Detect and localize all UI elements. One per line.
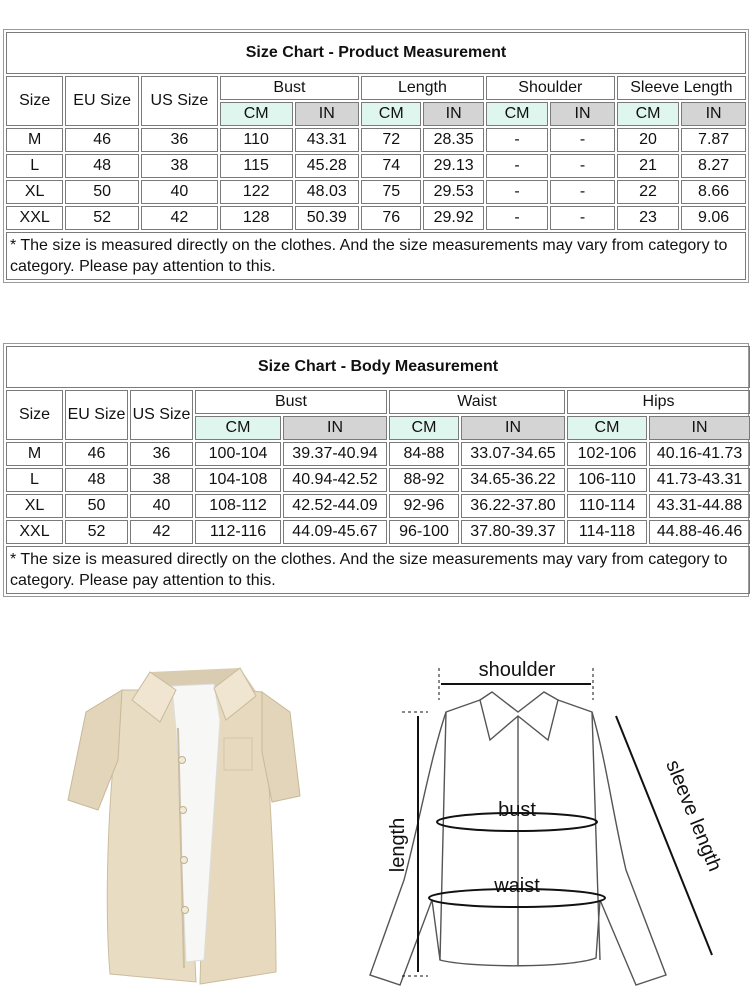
cell: 43.31-44.88 — [649, 494, 750, 518]
illustration-area — [0, 615, 750, 1000]
table-row — [6, 128, 746, 152]
cell: 45.28 — [295, 154, 360, 178]
cell: 42 — [130, 520, 193, 544]
cell: 110 — [220, 128, 293, 152]
cell: 75 — [361, 180, 421, 204]
unit-in: IN — [295, 102, 360, 126]
cell: 50 — [65, 494, 128, 518]
cell: - — [486, 154, 548, 178]
unit-cm: CM — [195, 416, 281, 440]
cell: 115 — [220, 154, 293, 178]
cell: 20 — [617, 128, 679, 152]
header-bust: Bust — [195, 390, 387, 414]
table-row — [6, 180, 746, 204]
product-size-table — [4, 30, 748, 282]
cell: 112-116 — [195, 520, 281, 544]
cell: 41.73-43.31 — [649, 468, 750, 492]
unit-in: IN — [283, 416, 387, 440]
cell: - — [550, 154, 615, 178]
table-row — [6, 154, 746, 178]
unit-in: IN — [649, 416, 750, 440]
unit-cm: CM — [361, 102, 421, 126]
cell: - — [486, 180, 548, 204]
table-row — [6, 494, 750, 518]
cell: 43.31 — [295, 128, 360, 152]
cell: 36 — [141, 128, 218, 152]
cell: - — [550, 206, 615, 230]
waist-label: waist — [494, 875, 540, 897]
measurement-diagram — [370, 692, 666, 985]
cell: - — [486, 206, 548, 230]
cell: 33.07-34.65 — [461, 442, 565, 466]
product-size-chart — [3, 29, 749, 283]
cell: 8.27 — [681, 154, 746, 178]
cell: 48.03 — [295, 180, 360, 204]
cell: 52 — [65, 206, 139, 230]
cell: 9.06 — [681, 206, 746, 230]
cell: M — [6, 442, 63, 466]
cell: XL — [6, 180, 63, 204]
cell: XXL — [6, 206, 63, 230]
table-row — [6, 520, 750, 544]
header-size: Size — [6, 76, 63, 126]
cell: 37.80-39.37 — [461, 520, 565, 544]
cell: 42.52-44.09 — [283, 494, 387, 518]
cell: 110-114 — [567, 494, 647, 518]
cell: 29.53 — [423, 180, 483, 204]
cell: 122 — [220, 180, 293, 204]
cell: 44.88-46.46 — [649, 520, 750, 544]
header-us-size: US Size — [141, 76, 218, 126]
cell: 84-88 — [389, 442, 459, 466]
cell: 74 — [361, 154, 421, 178]
cell: - — [550, 128, 615, 152]
cell: 50.39 — [295, 206, 360, 230]
table-row — [6, 442, 750, 466]
cell: 29.13 — [423, 154, 483, 178]
sleeve-length-label: sleeve length — [661, 756, 726, 875]
header-shoulder: Shoulder — [486, 76, 615, 100]
cell: 21 — [617, 154, 679, 178]
cell: 7.87 — [681, 128, 746, 152]
chart-title: Size Chart - Body Measurement — [6, 346, 750, 388]
unit-cm: CM — [389, 416, 459, 440]
header-us-size: US Size — [130, 390, 193, 440]
cell: - — [550, 180, 615, 204]
cell: 34.65-36.22 — [461, 468, 565, 492]
cell: 88-92 — [389, 468, 459, 492]
unit-in: IN — [461, 416, 565, 440]
cell: 46 — [65, 442, 128, 466]
cell: M — [6, 128, 63, 152]
measurement-note: * The size is measured directly on the clothes. And the size measurements may vary from category to category. Please pay attention to this. — [6, 232, 746, 280]
unit-cm: CM — [617, 102, 679, 126]
cell: L — [6, 154, 63, 178]
cell: 128 — [220, 206, 293, 230]
cell: 100-104 — [195, 442, 281, 466]
cell: 106-110 — [567, 468, 647, 492]
unit-in: IN — [681, 102, 746, 126]
cell: XL — [6, 494, 63, 518]
cell: 50 — [65, 180, 139, 204]
unit-in: IN — [550, 102, 615, 126]
unit-cm: CM — [486, 102, 548, 126]
body-size-chart — [3, 343, 749, 597]
unit-in: IN — [423, 102, 483, 126]
header-eu-size: EU Size — [65, 390, 128, 440]
cell: 96-100 — [389, 520, 459, 544]
cell: 102-106 — [567, 442, 647, 466]
cell: 40.94-42.52 — [283, 468, 387, 492]
cell: 40 — [141, 180, 218, 204]
cell: 29.92 — [423, 206, 483, 230]
shoulder-label: shoulder — [478, 659, 556, 681]
cell: 36.22-37.80 — [461, 494, 565, 518]
cell: 76 — [361, 206, 421, 230]
cell: 48 — [65, 154, 139, 178]
bust-label: bust — [498, 799, 536, 821]
header-eu-size: EU Size — [65, 76, 139, 126]
cell: 36 — [130, 442, 193, 466]
cell: XXL — [6, 520, 63, 544]
cell: 40.16-41.73 — [649, 442, 750, 466]
cell: 48 — [65, 468, 128, 492]
cell: 114-118 — [567, 520, 647, 544]
cell: 46 — [65, 128, 139, 152]
cell: - — [486, 128, 548, 152]
length-label: length — [387, 817, 409, 873]
header-waist: Waist — [389, 390, 565, 414]
cell: 39.37-40.94 — [283, 442, 387, 466]
cell: 22 — [617, 180, 679, 204]
cell: 52 — [65, 520, 128, 544]
header-size: Size — [6, 390, 63, 440]
table-row — [6, 206, 746, 230]
cell: 44.09-45.67 — [283, 520, 387, 544]
header-hips: Hips — [567, 390, 750, 414]
cell: 38 — [130, 468, 193, 492]
unit-cm: CM — [567, 416, 647, 440]
cell: 72 — [361, 128, 421, 152]
table-row — [6, 468, 750, 492]
cell: 104-108 — [195, 468, 281, 492]
body-size-table — [4, 344, 750, 596]
chart-title: Size Chart - Product Measurement — [6, 32, 746, 74]
cell: 40 — [130, 494, 193, 518]
cell: 92-96 — [389, 494, 459, 518]
shirt-photo — [68, 668, 300, 984]
measurement-guides — [402, 668, 712, 976]
unit-cm: CM — [220, 102, 293, 126]
header-bust: Bust — [220, 76, 359, 100]
cell: L — [6, 468, 63, 492]
cell: 42 — [141, 206, 218, 230]
cell: 8.66 — [681, 180, 746, 204]
header-length: Length — [361, 76, 484, 100]
cell: 38 — [141, 154, 218, 178]
measurement-note: * The size is measured directly on the clothes. And the size measurements may vary from category to category. Please pay attention to this. — [6, 546, 750, 594]
cell: 108-112 — [195, 494, 281, 518]
cell: 28.35 — [423, 128, 483, 152]
cell: 23 — [617, 206, 679, 230]
header-sleeve-length: Sleeve Length — [617, 76, 746, 100]
